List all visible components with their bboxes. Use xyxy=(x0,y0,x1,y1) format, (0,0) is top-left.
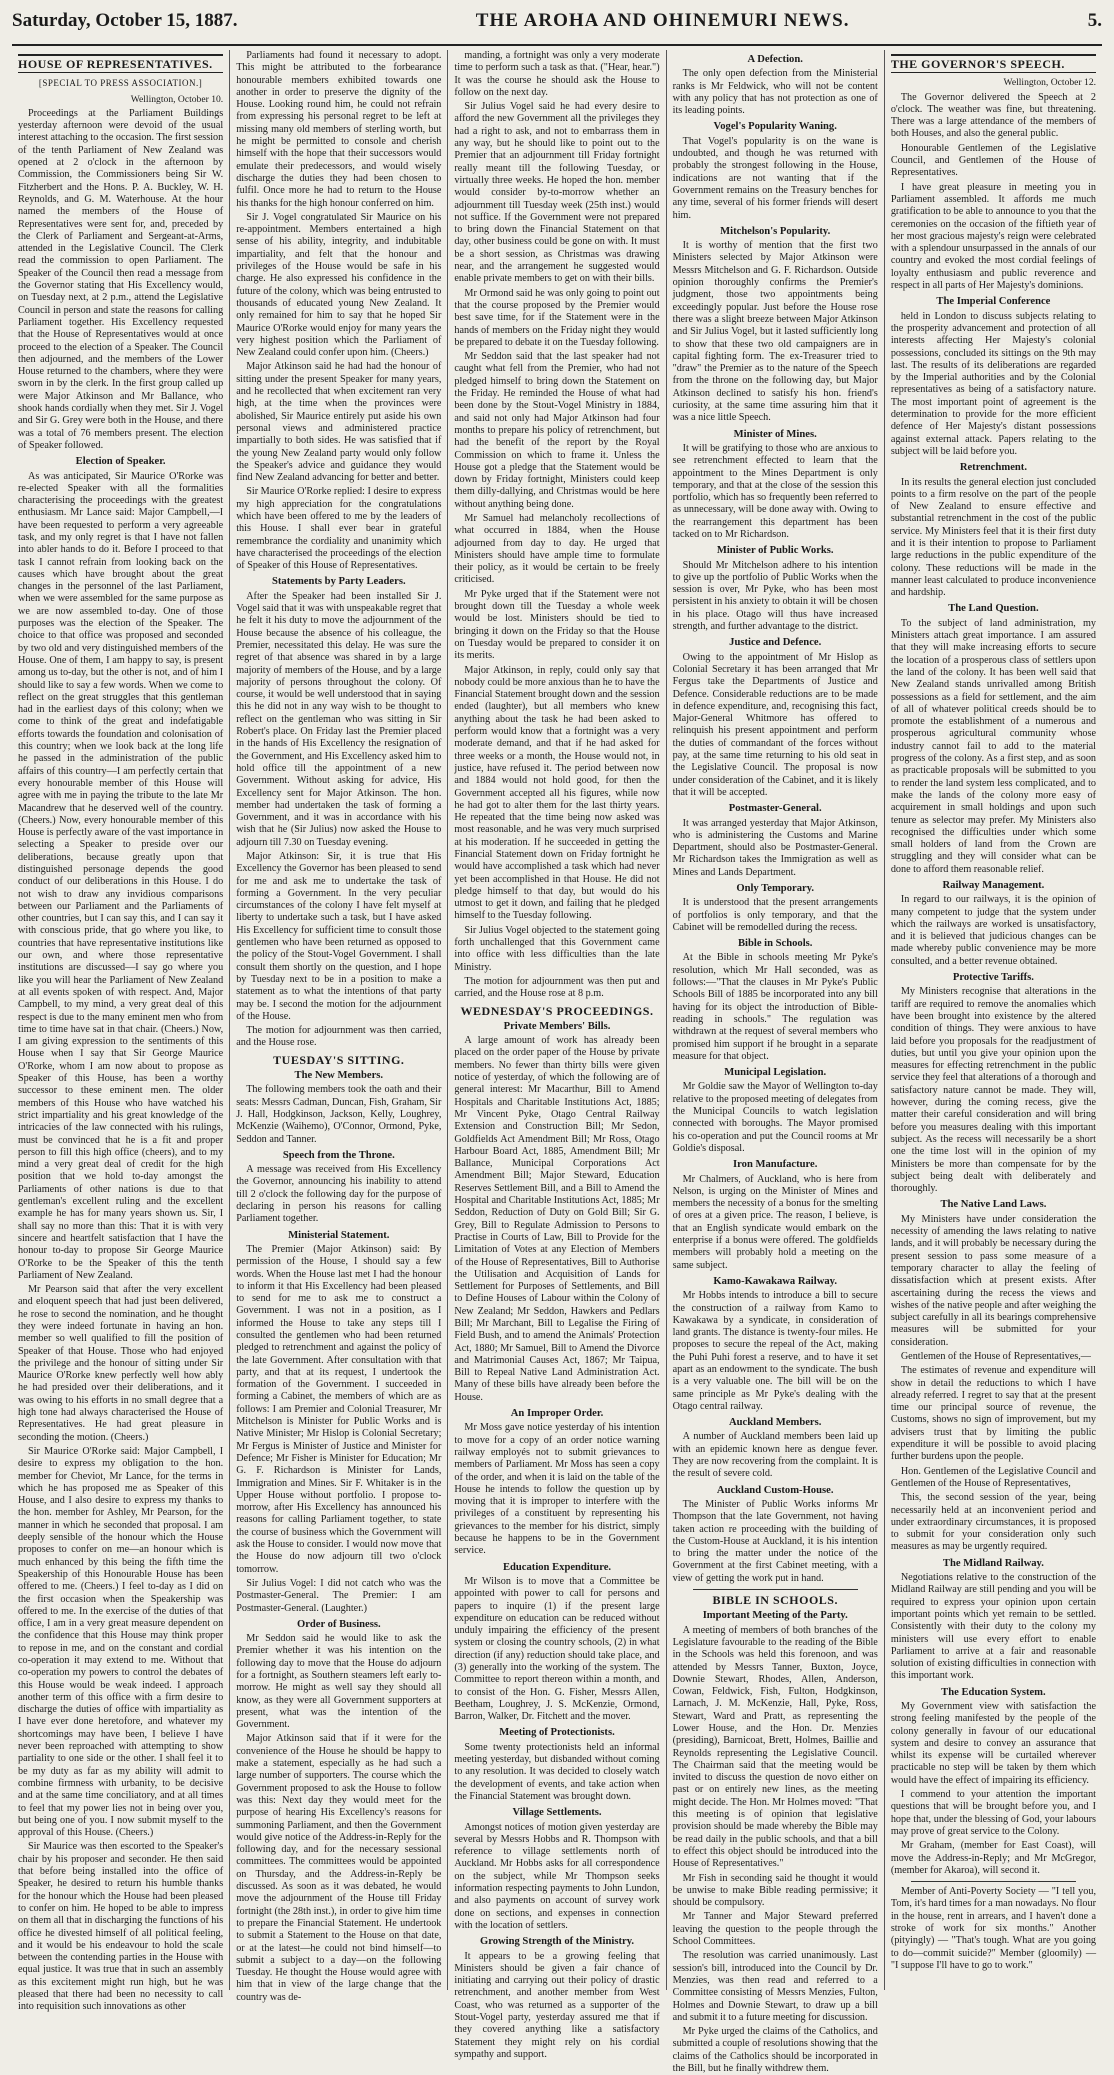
paragraph: Some twenty protectionists held an informal meeting yesterday, but disbanded without coming to any resolution. It was decided to closely watch the development of events, and take action when the Financial Statement was brought down. xyxy=(454,1741,660,1802)
paragraph: My Government view with satisfaction the strong feeling manifested by the people of the colony generally in favour of our educational system and desire to convey an assurance that whilst its expense will be curtailed wherever practicable no step will be taken by them which would have the effect of impairing its efficiency. xyxy=(890,1701,1097,1786)
subheading: Election of Speaker. xyxy=(75,456,166,468)
paragraph: Proceedings at the Parliament Buildings yesterday afternoon were devoid of the usual interest attaching to the occasion. The first session of the tenth Parliament of New Zealand was opened at 2 o'clock in the afternoon by Commission, the Commissioners being Sir W. Fitzherbert and the Hons. P. A. Buckley, W. H. Reynolds, and G. M. Waterhouse. At the hour named the members of the House of Representatives were sent for, and, preceded by the Clerk of Parliament and Sergeant-at-Arms, attended in the Legislative Council. The Clerk read the commission to open Parliament. The Speaker of the Council then read a message from the Governor stating that His Excellency would, on Tuesday next, at 2 p.m., attend the Legislative Council in person and state the reasons for calling Parliament together. His Excellency requested that the House of Representatives would at once proceed to the election of a Speaker. The Council then adjourned, and the members of the Lower House returned to the chambers, where they were sworn in by the clerk. In the first group called up were Major Atkinson and Mr Ballance, who shook hands cordially when they met. Sir J. Vogel and Sir G. Grey were both in the House, and there was a total of 76 members present. The election of Speaker followed. xyxy=(18,107,224,451)
paragraph: My Ministers recognise that alterations in the tariff are required to remove the anomalies which have been brought into existence by the altered condition of things. They were anxious to have laid before you proposals for the readjustment of duties, but until you give your opinion upon the measures for effecting retrenchment in the public service they feel that alterations of a thorough and satisfactory nature cannot be made. They will, however, during the coming recess, give the matter their careful consideration and will bring before you measures dealing with this important subject. As the recess will necessarily be a short one the time lost will in the opinion of my Ministers be more than compensate for by the subject being dealt with deliberately and thoroughly. xyxy=(890,986,1097,1195)
paragraph: Mr Graham, (member for East Coast), will move the Address-in-Reply; and Mr McGregor, (member for Akaroa), will second it. xyxy=(890,1840,1097,1876)
subheading: Kamo-Kawakawa Railway. xyxy=(713,1275,838,1287)
paragraph: The Premier (Major Atkinson) said: By permission of the House, I should say a few words. When the House last met I had the honour to inform it that His Excellency had been pleased to send for me to ask me to construct a Government. I was not in a position, as I informed the House to take any steps till I consulted the gentlemen who had been returned pledged to retrenchment and against the policy of the late Government. After consultation with that party, and that at its request, I undertook the formation of the Government. I succeeded in forming a Cabinet, the members of which are as follows: I am Premier and Colonial Treasurer, Mr Mitchelson is Minister for Public Works and is Native Minister; Mr Hislop is Colonial Secretary; Mr Fergus is Minister of Justice and Minister for Defence; Mr Fisher is Minister for Education; Mr G. F. Richardson is Minister for Lands, Immigration and Mines. Sir F. Whitaker is in the Upper House without portfolio. I propose to-morrow, after His Excellency has announced his reasons for calling Parliament together, to state the course of business which the Government will ask the House to consider. I would now move that the House do now adjourn till two o'clock tomorrow. xyxy=(236,1243,442,1575)
subheading: The Land Question. xyxy=(948,603,1039,615)
paragraph: The following members took the oath and their seats: Messrs Cadman, Duncan, Fish, Graham, Sir J. Hall, Hodgkinson, Jackson, Kelly, Loughrey, McKenzie (Waihemo), O'Connor, Ormond, Pyke, Seddon and Tanner. xyxy=(236,1084,442,1145)
page-number: 5. xyxy=(1087,10,1102,31)
paragraph: Sir Julius Vogel: I did not catch who was the Postmaster-General. The Premier: I am Postmaster-General. (Laughter.) xyxy=(236,1577,442,1614)
paragraph: Major Atkinson, in reply, could only say that nobody could be more anxious than he to have the Financial Statement brought down and the session ended (laughter), but all members who knew anything about the task he had been asked to perform would know that a fortnight was a very moderate demand, and that if he had asked for three weeks or a month, the House would not, in justice, have refused it. The period between now and 1884 would not hold good, for then the Government accepted all his figures, while now he had got to alter them for the last thirty years. He repeated that the time being now asked was most reasonable, and he was very much surprised at his moderation. If he succeeded in getting the Financial Statement down on Friday fortnight he would have accomplished a task which had never yet been accomplished in that House. He did not pledge himself to that day, but would do his utmost to get it down, and failing that he pledged himself to the Tuesday following. xyxy=(454,664,660,922)
subheading: Village Settlements. xyxy=(512,1807,602,1819)
masthead xyxy=(12,10,1102,46)
section-heading: WEDNESDAY'S PROCEEDINGS. xyxy=(460,1003,654,1018)
paragraph: A number of Auckland members been laid up with an epidemic known here as dengue fever. They are now recovering from the complaint. It is the result of severe cold. xyxy=(672,1431,878,1480)
paragraph: It will be gratifying to those who are anxious to see retrenchment effected to learn that the appointment to the Mines Department is only temporary, and that at the close of the session this portfolio, which has so frequently been referred to as unnecessary, will be done away with. Owing to the rearrangement this department has been tacked on to Mr Richardson. xyxy=(672,442,878,540)
subheading: Minister of Public Works. xyxy=(716,545,834,557)
subheading: Bible in Schools. xyxy=(737,938,813,950)
subheading: An Improper Order. xyxy=(510,1408,604,1420)
subheading: Retrenchment. xyxy=(959,462,1027,474)
paragraph: Owing to the appointment of Mr Hislop as Colonial Secretary it has been arranged that Mr Fergus take the Departments of Justice and Defence. Considerable reductions are to be made in defence expenditure, and, recognising this fact, Major-General Whitmore has offered to relinquish his present appointment and perform the duties of commandant of the forces without pay, at the same time returning to his old seat in the Legislative Council. The proposal is now under consideration of the Cabinet, and it is likely that it will be accepted. xyxy=(672,651,878,798)
paragraph: As was anticipated, Sir Maurice O'Rorke was re-elected Speaker with all the formalities characterising the proceedings with the greatest enthusiasm. Mr Lance said: Major Campbell,—I have been requested to perform a very agreeable task, and my only regret is that I have not fallen into abler hands to do it. Before I proceed to that task I cannot refrain from looking back on the causes which have brought about the great changes in the personnel of the last Parliament, when we were assembled for the same purpose as we are now assembled to-day. One of those purposes was the election of the Speaker. The choice to that office was proposed and seconded by two old and very distinguished members of the House. One of them, I am happy to say, is present among us to-day, but the other is not, and of him I should like to say a few words. When we come to reflect on the great struggles that this gentleman had in the earliest days of this colony; when we come to think of the great and indefatigable efforts towards the foundation and colonisation of this country; when we look back at the long life he passed in the administration of the public affairs of this country—I am perfectly certain that every honourable member of this House will agree with me in paying the tribute to the late Mr Macandrew that he deserved well of the country. (Cheers.) Now, every honourable member of this House is perfectly aware of the vast importance in selecting a Speaker to preside over our deliberations, because greatly upon that distinguished personage depends the good conduct of our deliberations in this House. I do not wish to draw any invidious comparisons between our Parliament and the Parliaments of other countries, but I can say this, and I can say it with conscious pride, that go where you like, to countries that have representative institutions like our own, and where those representative institutions are discussed—I say go where you like you will hear the Parliament of New Zealand at all events spoken of with respect. And, Major Campbell, to my mind, a very great deal of this respect is due to the many eminent men who from time to time have sat in that chair. (Cheers.) Now, I am giving expression to the sentiments of this House when I say that Sir George Maurice O'Rorke, whom I am now about to propose as Speaker of this House, has been a worthy successor to these eminent men. The older members of this House who have watched his strict impartiality and his great knowledge of the intricacies of the law connected with his rulings, must be convinced that he is a fit and proper person to fill this high office (cheers), and to my mind a very great deal of credit for the high position that we hold to-day amongst the Parliaments of other nations is due to that gentleman's excellent ruling and the excellent example he has for many years shown us. Sir, I shall say no more than this: That it is with very sincere and heartfelt satisfaction that I have the honour to-day to propose Sir George Maurice O'Rorke to be the Speaker of this the tenth Parliament of New Zealand. xyxy=(18,470,224,1281)
paragraph: Sir J. Vogel congratulated Sir Maurice on his re-appointment. Members entertained a high sense of his ability, integrity, and indubitable impartiality, and felt that the honour and privileges of the House would be safe in his charge. He also expressed his confidence in the future of the colony, which was being entrusted to thousands of educated young New Zealand. It only remained for him to say that he hoped Sir Maurice O'Rorke would enjoy for many years the very highest position which the Parliament of New Zealand could confer upon him. (Cheers.) xyxy=(236,211,442,359)
paragraph: After the Speaker had been installed Sir J. Vogel said that it was with unspeakable regret that he felt it his duty to move the adjournment of the House because the absence of his colleague, the Premier, necessitated this delay. He was sure the regret of that absence was shared in by a large majority of members of the House, and by a large majority of persons throughout the colony. Of course, it would be well understood that in saying this he did not in any way wish to be thought to reflect on the gentleman who was sitting in Sir Robert's place. On Friday last the Premier placed in the hands of His Excellency the resignation of the Government, and His Excellency asked him to hold office till the appointment of a new Government. Without asking for advice, His Excellency sent for Major Atkinson. The hon. member had undertaken the task of forming a Government, and it was in accordance with his wish that he (Sir Julius) now asked the House to adjourn till 7.30 on Tuesday evening. xyxy=(236,590,442,848)
subheading: The New Members. xyxy=(294,1070,384,1082)
dateline: Wellington, October 12. xyxy=(1003,77,1097,89)
section-title: THE GOVERNOR'S SPEECH. xyxy=(891,54,1096,73)
paragraph: It is worthy of mention that the first two Ministers selected by Major Atkinson were Messrs Mitchelson and G. F. Richardson. Outside opinion thoroughly confirms the Premier's judgment, those two appointments being exceedingly popular. Just before the House rose there was a slight breeze between Major Atkinson and Sir Julius Vogel, but it lasted sufficiently long to show that these two old campaigners are in capital fighting form. The ex-Treasurer tried to "draw" the Premier as to the nature of the Speech from the throne on the following day, but Major Atkinson declined to satisfy his hon. friend's curiosity, at the same time assuring him that it was a nice little Speech. xyxy=(672,240,878,424)
paragraph: Mr Ormond said he was only going to point out that the course proposed by the Premier would best save time, for if the Statement were in the hands of members on the Friday night they would be prepared to debate it on the Tuesday following. xyxy=(454,287,660,348)
subheading: Private Members' Bills. xyxy=(503,1020,611,1032)
paragraph: The Governor delivered the Speech at 2 o'clock. The weather was fine, but threatening. There was a large attendance of the members of both Houses, and also the general public. xyxy=(890,91,1097,140)
paragraph: Honourable Gentlemen of the Legislative Council, and Gentlemen of the House of Representatives. xyxy=(890,142,1097,179)
paragraph: Mr Chalmers, of Auckland, who is here from Nelson, is urging on the Minister of Mines and members the necessity of a bonus for the smelting of ores at a given price. The reason, I believe, is that an English syndicate would embark on the enterprise if a bonus were offered. The goldfields members will probably hold a meeting on the same subject. xyxy=(672,1173,878,1271)
paragraph: A message was received from His Excellency the Governor, announcing his inability to attend till 2 o'clock the following day for the purpose of declaring in person his reasons for calling Parliament together. xyxy=(236,1164,442,1225)
paragraph: A large amount of work has already been placed on the order paper of the House by private members. No fewer than thirty bills were given notice of yesterday, of which the following are of general interest: Mr Macarthur, Bill to Amend Hospitals and Charitable Institutions Act, 1885; Mr Vincent Pyke, Otago Central Railway Extension and Construction Bill; Mr Sedon, Goldfields Act Amendment Bill; Mr Ross, Otago Harbour Board Act, 1885, Amendment Bill; Mr Ballance, Municipal Corporations Act Amendment Bill; Major Steward, Education Reserves Settlement Bill, and a Bill to Amend the Hospital and Charitable Institutions Act, 1885; Mr Seddon, Reduction of Duty on Gold Bill; Sir G. Grey, Bill to Regulate Admission to Persons to Practise in Courts of Law, Bill to Provide for the Limitation of Votes at any Election of Members of the House of Representatives, Bill to Authorise the Utilisation and Acquisition of Lands for Settlement for Purposes of Settlements, and Bill to Define Houses of Labour within the Colony of New Zealand; Mr Seddon, Hawkers and Pedlars Bill; Mr Marchant, Bill to Legalise the Firing of Field Bush, and to amend the Animals' Protection Act, 1880; Mr Samuel, Bill to Amend the Divorce and Matrimonial Causes Act, 1867; Mr Taipua, Bill to Repeal Native Land Administration Act. Many of these bills have already been before the House. xyxy=(454,1035,660,1403)
paragraph: The resolution was carried unanimously. Last session's bill, introduced into the Council by Dr. Menzies, was then read and referred to a Committee consisting of Messrs Menzies, Fulton, Holmes and Downie Stewart, to draw up a bill and submit it to a future meeting for discussion. xyxy=(672,1950,878,2023)
paragraph: Negotiations relative to the construction of the Midland Railway are still pending and you will be required to express your opinion upon certain important points which yet remain to be settled. Consistently with their duty to the colony my ministers will use every effort to enable Parliament to arrive at a fair and reasonable solution of existing difficulties in connection with this important work. xyxy=(890,1572,1097,1682)
paragraph: Mr Wilson is to move that a Committee be appointed with power to call for persons and papers to inquire (1) if the present large expenditure on education can be reduced without unduly impairing the efficiency of the present system or closing the country schools, (2) in what direction (if any) reduction should take place, and (3) generally into the working of the system. The Committee to report thereon within a month, and to consist of the Hon. G. Fisher, Messrs Allen, Beetham, Loughrey, J. S. McKenzie, Ormond, Barron, Walker, Dr. Fitchett and the mover. xyxy=(454,1575,660,1723)
subheading: Statements by Party Leaders. xyxy=(272,576,406,588)
subheading: The Midland Railway. xyxy=(942,1557,1044,1569)
paragraph: To the subject of land administration, my Ministers attach great importance. I am assured that they will make increasing efforts to secure the location of a prosperous class of settlers upon the land of the colony. It has been well said that New Zealand stands unrivalled among British possessions as a field for settlement, and the aim of all of whatever political creeds should be to promote the establishment of a numerous and prosperous agricultural community whose industry cannot fail to add to the material progress of the colony. As a first step, and as soon as practicable proposals will be submitted to you to render the land system less complicated, and to make the lands of the colony more easy of acquirement in small holdings and upon such tenure as selector may prefer. My Ministers also recognised the difficulties under which some small holders of land from the Crown are struggling and they will consider what can be done to afford them reasonable relief. xyxy=(890,617,1097,875)
subheading: Growing Strength of the Ministry. xyxy=(479,1936,635,1948)
paragraph: Mr Hobbs intends to introduce a bill to secure the construction of a railway from Kamo to Kawakawa by a syndicate, in consideration of land grants. The distance is twenty-four miles. He proposes to secure the repeal of the Act, making the Puhi Puhi forest a reserve, and to have it set apart as an endowment to the syndicate. The bush is a very valuable one. The bill will be on the same principle as Mr Pyke's dealing with the Otago central railway. xyxy=(672,1290,878,1412)
paragraph: Mr Pyke urged that if the Statement were not brought down till the Tuesday a whole week would be lost. Ministers should be tied to bringing it down on the Friday so that the House on Tuesday would be prepared to consider it on its merits. xyxy=(454,588,660,662)
subheading: Only Temporary. xyxy=(736,883,815,894)
subheading: Vogel's Popularity Waning. xyxy=(713,121,837,133)
paragraph: Sir Julius Vogel objected to the statement going forth unchallenged that this Government came into office with less difficulties than the late Ministry. xyxy=(454,924,660,973)
columns xyxy=(12,50,1102,2075)
subheading: Important Meeting of the Party. xyxy=(702,1610,848,1622)
column-5 xyxy=(885,50,1102,1990)
paragraph: In its results the general election just concluded points to a firm resolve on the part of the people of New Zealand to ensure effective and substantial retrenchment in the cost of the public service. My Ministers feel that it is their first duty and it is their intention to propose to Parliament large reductions in the public expenditure of the colony. These reductions will be made in the manner least calculated to produce inconvenience and hardship. xyxy=(890,476,1097,599)
paragraph: It is understood that the present arrangements of portfolios is only temporary, and that the Cabinet will be remodelled during the recess. xyxy=(672,897,878,933)
subheading: Speech from the Throne. xyxy=(282,1149,395,1161)
subheading: The Imperial Conference xyxy=(936,296,1051,308)
paragraph: Mr Tanner and Major Steward preferred leaving the question to the people through the School Committees. xyxy=(672,1911,878,1948)
paragraph: Major Atkinson said that if it were for the convenience of the House he should be happy to make a statement, especially as he had such a large number of supporters. The course which the Government proposed to ask the House to follow was this: Next day they would meet for the purpose of hearing His Excellency's reasons for summoning Parliament, and then the Government would give notice of the Address-in-Reply for the following day, and for the necessary sessional committees. The committees would be appointed on Thursday, and the Address-in-Reply be discussed. As soon as it was debated, he would move the adjournment of the House till Friday fortnight (the 28th inst.), in order to give him time to prepare the Financial Statement. He undertook to submit a Statement to the House on that date, or at the latest—he could not bind himself—to submit a subject to a day—on the following Tuesday. He thought the House would agree with him that in view of the large change that the country was de- xyxy=(236,1733,442,2003)
subheading: Minister of Mines. xyxy=(733,428,817,440)
divider xyxy=(911,1881,1076,1882)
paragraph: The only open defection from the Ministerial ranks is Mr Feldwick, who will not be content with any policy that has not protection as one of its leading points. xyxy=(672,68,878,117)
subheading: Postmaster-General. xyxy=(728,803,822,815)
issue-date: Saturday, October 15, 1887. xyxy=(12,10,238,31)
subheading: Auckland Members. xyxy=(729,1417,822,1429)
paragraph: Mr Pyke urged the claims of the Catholics, and submitted a couple of resolutions showing that the claims of the Catholics should be incorporated in the Bill, but he finally withdrew them. xyxy=(672,2026,878,2075)
paragraph: Parliaments had found it necessary to adopt. This might be attributed to the forbearance honourable members exhibited towards one another in order to preserve the dignity of the House. Looking round him, he could not refrain from expressing his personal regret to be left at missing many old members of sterling worth, but he might be permitted to console and cherish himself with the hope that their successors would emulate their predecessors, and would wisely discharge the duties they had been chosen to fulfil. Once more he had to return to the House his thanks for the high honour conferred on him. xyxy=(236,50,442,209)
subheading: Order of Business. xyxy=(296,1618,381,1630)
paragraph: Mr Seddon said he would like to ask the Premier whether it was his intention on the following day to move that the House do adjourn for a fortnight, as Southern steamers left early to-morrow. He might as well say they should all know, as they were all Government supporters at present, what was the intention of the Government. xyxy=(236,1633,442,1731)
paragraph: Hon. Gentlemen of the Legislative Council and Gentlemen of the House of Representatives, xyxy=(890,1465,1097,1489)
paragraph: Mr Goldie saw the Mayor of Wellington to-day relative to the proposed meeting of delegates from the Municipal Councils to watch legislation connected with boroughs. The Mayor promised his co-operation and put the Council rooms at Mr Goldie's disposal. xyxy=(672,1081,878,1154)
subheading: The Native Land Laws. xyxy=(940,1199,1047,1211)
paragraph: Gentlemen of the House of Representatives,— xyxy=(900,1350,1091,1362)
paragraph: It was arranged yesterday that Major Atkinson, who is administering the Customs and Marine Department, should also be Postmaster-General. Mr Richardson takes the Immigration as well as Mines and Lands Department. xyxy=(672,817,878,878)
paragraph: Member of Anti-Poverty Society — "I tell you, Tom, it's hard times for a man nowadays. No flour in the house, rent in arrears, and I haven't done a stroke of work for six months." Another (pityingly) — "That's tough. What are you going to do—commit suicide?" Member (gloomily) — "I suppose I'll have to go to work." xyxy=(890,1886,1097,1971)
column-1 xyxy=(12,50,230,2013)
column-2 xyxy=(230,50,448,2003)
paragraph: Major Atkinson said he had had the honour of sitting under the present Speaker for many years, and he recollected that when excitement ran very high, at the time when the provinces were abolished, Sir Maurice entirely put aside his own personal views and administered practice impartially to both sides. He was satisfied that if the young New Zealand party would only follow the Speaker's advice and guidance they would find New Zealand advancing for better and better. xyxy=(236,361,442,484)
divider xyxy=(693,1589,858,1590)
subheading: Railway Management. xyxy=(942,880,1045,891)
subheading: Ministerial Statement. xyxy=(288,1229,390,1241)
paragraph: I have great pleasure in meeting you in Parliament assembled. It affords me much gratification to be able to announce to you that the ceremonies on the occasion of the fiftieth year of her most gracious majesty's reign were celebrated with a splendour unsurpassed in the annals of our country and evoked the most cordial feelings of loyalty enthusiasm and public reverence and respect in all parts of Her Majesty's dominions. xyxy=(890,181,1097,292)
paragraph: Sir Maurice O'Rorke replied: I desire to express my high appreciation for the congratulations which have been offered to me by the leaders of this House. I shall ever bear in grateful remembrance the cordiality and unanimity which have characterised the proceedings of the election of Speaker of this House of Representatives. xyxy=(236,486,442,572)
subheading: Mitchelson's Popularity. xyxy=(720,225,831,237)
paragraph: Major Atkinson: Sir, it is true that His Excellency the Governor has been pleased to send for me and ask me to undertake the task of forming a Government. In the very peculiar circumstances of the colony I have felt myself at liberty to undertake such a task, but I have asked His Excellency for sufficient time to consult those gentlemen who have been returned as opposed to the policy of the Stout-Vogel Government. I shall consult them shortly on the question, and I hope by Tuesday next to be in a position to make a statement as to what the intentions of that party may be. I second the motion for the adjournment of the House. xyxy=(236,851,442,1022)
subheading: Municipal Legislation. xyxy=(724,1067,827,1079)
paragraph: Mr Samuel had melancholy recollections of what occurred in 1884, when the House adjourned from day to day. He urged that Ministers should have ample time to formulate their policy, as it would be certain to be freely criticised. xyxy=(454,512,660,586)
section-title: HOUSE OF REPRESENTATIVES. xyxy=(18,54,223,73)
paragraph: Mr Moss gave notice yesterday of his intention to move for a copy of an order notice warning railway employés not to submit grievances to members of Parliament. Mr Moss has seen a copy of the order, and when it is laid on the table of the House he intends to follow the question up by moving that it is improper to interfere with the privileges of a constituent by representing his grievances to the member for his district, simply because he happens to be in the Government service. xyxy=(454,1422,660,1557)
paragraph: The motion for adjournment was then put and carried, and the House rose at 8 p.m. xyxy=(454,975,660,1000)
paragraph: Sir Julius Vogel said he had every desire to afford the new Government all the privileges they had a right to ask, and not to embarrass them in any way, but he should like to point out to the Premier that an adjournment till Friday fortnight really meant till the following Tuesday, or virtually three weeks. He hoped the hon. member would consider by-to-morrow whether an adjournment till Tuesday week (25th inst.) would not suffice. If the Government were not prepared to bring down the Financial Statement on that day, other business could be gone on with. It must be a short session, as Christmas was drawing near, and the arrangement he suggested would enable private members to get on with their bills. xyxy=(454,101,660,285)
paragraph: manding, a fortnight was only a very moderate time to perform such a task as that. ("Hear, hear.") It was the course he should ask the House to follow on the next day. xyxy=(454,50,660,98)
paragraph: The Minister of Public Works informs Mr Thompson that the late Government, not having taken action re proceeding with the building of the Custom-House at Auckland, it is his intention to bring the matter under the notice of the Government at the first Cabinet meeting, with a view of getting the work put in hand. xyxy=(672,1498,878,1584)
paragraph: It appears to be a growing feeling that Ministers should be given a fair chance of initiating and carrying out their policy of drastic retrenchment, and another member from West Coast, who was returned as a supporter of the Stout-Vogel party, yesterday assured me that if they covered anything like a satisfactory Statement they might rely on his cordial sympathy and support. xyxy=(454,1950,660,2060)
column-4 xyxy=(667,50,885,2075)
paragraph: That Vogel's popularity is on the wane is undoubted, and though he was returned with probably the strongest following in the House, indications are not wanting that if the Government remains on the Treasury benches for any time, several of his former friends will desert him. xyxy=(672,135,878,221)
paragraph: The motion for adjournment was then carried, and the House rose. xyxy=(236,1025,442,1049)
subheading: Iron Manufacture. xyxy=(733,1159,818,1171)
paragraph: Sir Maurice O'Rorke said: Major Campbell, I desire to express my obligation to the hon. member for Cheviot, Mr Lance, for the terms in which he has proposed me as Speaker of this House, and I also desire to express my thanks to the hon. member for Ashley, Mr Pearson, for the manner in which he seconded that proposal. I am deeply sensible of the honour which the House proposes to confer on me—an honour which is much enhanced by this being the fifth time the Speakership of this Honourable House has been offered to me. (Cheers.) I feel to-day as I did on the first occasion when the Speakership was offered to me. In the exercise of the duties of that office, I am in a very great measure dependent on the confidence that this House may think proper to repose in me, and on the constant and cordial co-operation it may extend to me. Without that co-operation my powers to control the debates of this House would be weak indeed. I approach another term of this office with a firm desire to discharge the duties of office with impartiality as I have ever done heretofore, and whatever my shortcomings may have been, I believe I have never been reproached with attempting to show partiality to one side or the other. I shall feel it to be my duty as far as my ability will admit to combine firmness with urbanity, to be decisive and at the same time conciliatory, and at all times to feel that my power lies not in being over you, but being one of you. I now submit myself to the approval of this House. (Cheers.) xyxy=(18,1445,224,1839)
paragraph: held in London to discuss subjects relating to the prosperity advancement and protection of all interests affecting Her Majesty's colonial possessions, concluded its sittings on the 9th may last. The results of its deliberations are regarded by the Imperial authorities and by the Colonial representatives as being of a satisfactory nature. The most important point of agreement is the determination to provide for the more efficient defence of Her Majesty's distant possessions against external attack. Papers relating to the subject will be laid before you. xyxy=(890,310,1097,457)
paragraph: My Ministers have under consideration the necessity of amending the laws relating to native lands, and it will probably be necessary during the present session to pass some measure of a temporary character to allay the feeling of dissatisfaction which at present exists. After ascertaining during the recess the views and wishes of the native people and after weighing the subject carefully in all its bearings comprehensive measures will be submitted for your consideration. xyxy=(890,1213,1097,1348)
column-3 xyxy=(448,50,666,2060)
paragraph: This, the second session of the year, being necessarily held at an inconvenient period and under extraordinary circumstances, it is proposed to submit for your consideration only such measures as may be urgently required. xyxy=(890,1492,1097,1553)
subheading: A Defection. xyxy=(747,54,803,65)
paragraph: In regard to our railways, it is the opinion of many competent to judge that the system under which the railways are worked is unsatisfactory, and it is believed that judicious changes can be made whereby public convenience may be more consulted, and a better revenue obtained. xyxy=(890,894,1097,967)
subheading: Meeting of Protectionists. xyxy=(499,1727,615,1739)
paragraph: A meeting of members of both branches of the Legislature favourable to the reading of the Bible in the Schools was held this forenoon, and was attended by Messrs Tanner, Buxton, Joyce, Downie Stewart, Rhodes, Allen, Anderson, Cowan, Feldwick, Fish, Fulton, Hodgkinson, Larnach, J. M. McKenzie, Hall, Pyke, Ross, Stewart, Ward and Pratt, as representing the Lower House, and the Hon. Dr. Menzies (presiding), Barnicoat, Brett, Holmes, Baillie and Reynolds representing the Legislative Council. The Chairman said that the meeting would be invited to discuss the question de novo either on past or on entirely new lines, as the meeting might decide. The Hon. Mr Holmes moved: "That this meeting is of opinion that legislative provision should be made whereby the Bible may be read daily in the public schools, and that a bill to effect this object should be introduced into the House of Representatives." xyxy=(672,1624,878,1870)
paragraph: Mr Seddon said that the last speaker had not caught what fell from the Premier, who had not pledged himself to bring down the Statement on the Friday. He reminded the House of what had been done by the Stout-Vogel Ministry in 1884, and said not only had Major Atkinson had four months to prepare his policy of retrenchment, but had the benefit of the report by the Royal Commission on which to frame it. Unless the House got a pledge that the Statement would be down by Friday fortnight, Ministers could keep them dilly-dallying, and Christmas would be here without anything being done. xyxy=(454,351,660,510)
subheading: Justice and Defence. xyxy=(729,637,822,649)
press-note: [SPECIAL TO PRESS ASSOCIATION.] xyxy=(38,78,203,89)
paragraph: Mr Pearson said that after the very excellent and eloquent speech that had just been delivered, he rose to second the nomination, and he thought they were indeed fortunate in having an hon. member so well qualified to fill the position of Speaker of that House. Those who had enjoyed the privilege and the honour of sitting under Sir Maurice O'Rorke knew perfectly well how ably he had presided over their deliberations, and it was owing to his efforts in no small degree that a high tone had always characterised the House of Representatives. He had great pleasure in seconding the motion. (Cheers.) xyxy=(18,1284,224,1443)
section-heading: BIBLE IN SCHOOLS. xyxy=(712,1593,838,1608)
subheading: Auckland Custom-House. xyxy=(716,1484,834,1496)
paragraph: Should Mr Mitchelson adhere to his intention to give up the portfolio of Public Works when the session is over, Mr Pyke, who has been most persistent in his anxiety to obtain it will be chosen in his place. Otago will thus have increased strength, and further advantage to the district. xyxy=(672,559,878,633)
paragraph: I commend to your attention the important questions that will be brought before you, and I hope that, under the blessing of God, your labours may prove of great service to the Colony. xyxy=(890,1789,1097,1837)
subheading: Protective Tariffs. xyxy=(952,972,1034,984)
dateline: Wellington, October 10. xyxy=(130,93,224,105)
paragraph: The estimates of revenue and expenditure will show in detail the reductions to which I have already referred. I regret to say that at the present time our principal source of revenue, the Customs, shows no sign of improvement, but my advisers trust that by limiting the public expenditure it will be possible to avoid placing further burdens upon the people. xyxy=(890,1365,1097,1463)
section-heading: TUESDAY'S SITTING. xyxy=(273,1052,405,1067)
paragraph: Sir Maurice was then escorted to the Speaker's chair by his proposer and seconder. He then said that before being installed into the office of Speaker, he desired to return his humble thanks for the honour which the House had been pleased to confer on him. He hoped to be able to impress on them all that in discharging the functions of his office he divested himself of all political feeling, and it would be his endeavour to hold the scale between the contending parties in the House with equal justice. It was true that in such an assembly as this excitement might run high, but he was pleased that there had been no necessity to call into requisition such innovations as other xyxy=(18,1841,224,2013)
subheading: The Education System. xyxy=(941,1686,1046,1698)
paragraph: Amongst notices of motion given yesterday are several by Messrs Hobbs and R. Thompson with reference to village settlements north of Auckland. Mr Hobbs asks for all correspondence on the subject, while Mr Thompson seeks information respecting payments to John Lundon, and also payments on account of survey work done on sections, and expenses in connection with the location of settlers. xyxy=(454,1821,660,1931)
subheading: Education Expenditure. xyxy=(502,1561,612,1573)
paragraph: At the Bible in schools meeting Mr Pyke's resolution, which Mr Hall seconded, was as follows:—"That the clauses in Mr Pyke's Public Schools Bill of 1885 be incorporated into any bill having for its object the introduction of Bible-reading in schools." The regulation was withdrawn at the request of several members who promised him support if he brought in a separate measure for that object. xyxy=(672,952,878,1062)
paragraph: Mr Fish in seconding said he thought it would be unwise to make Bible reading permissive; it should be compulsory. xyxy=(672,1872,878,1909)
paper-title: THE AROHA AND OHINEMURI NEWS. xyxy=(475,10,850,31)
